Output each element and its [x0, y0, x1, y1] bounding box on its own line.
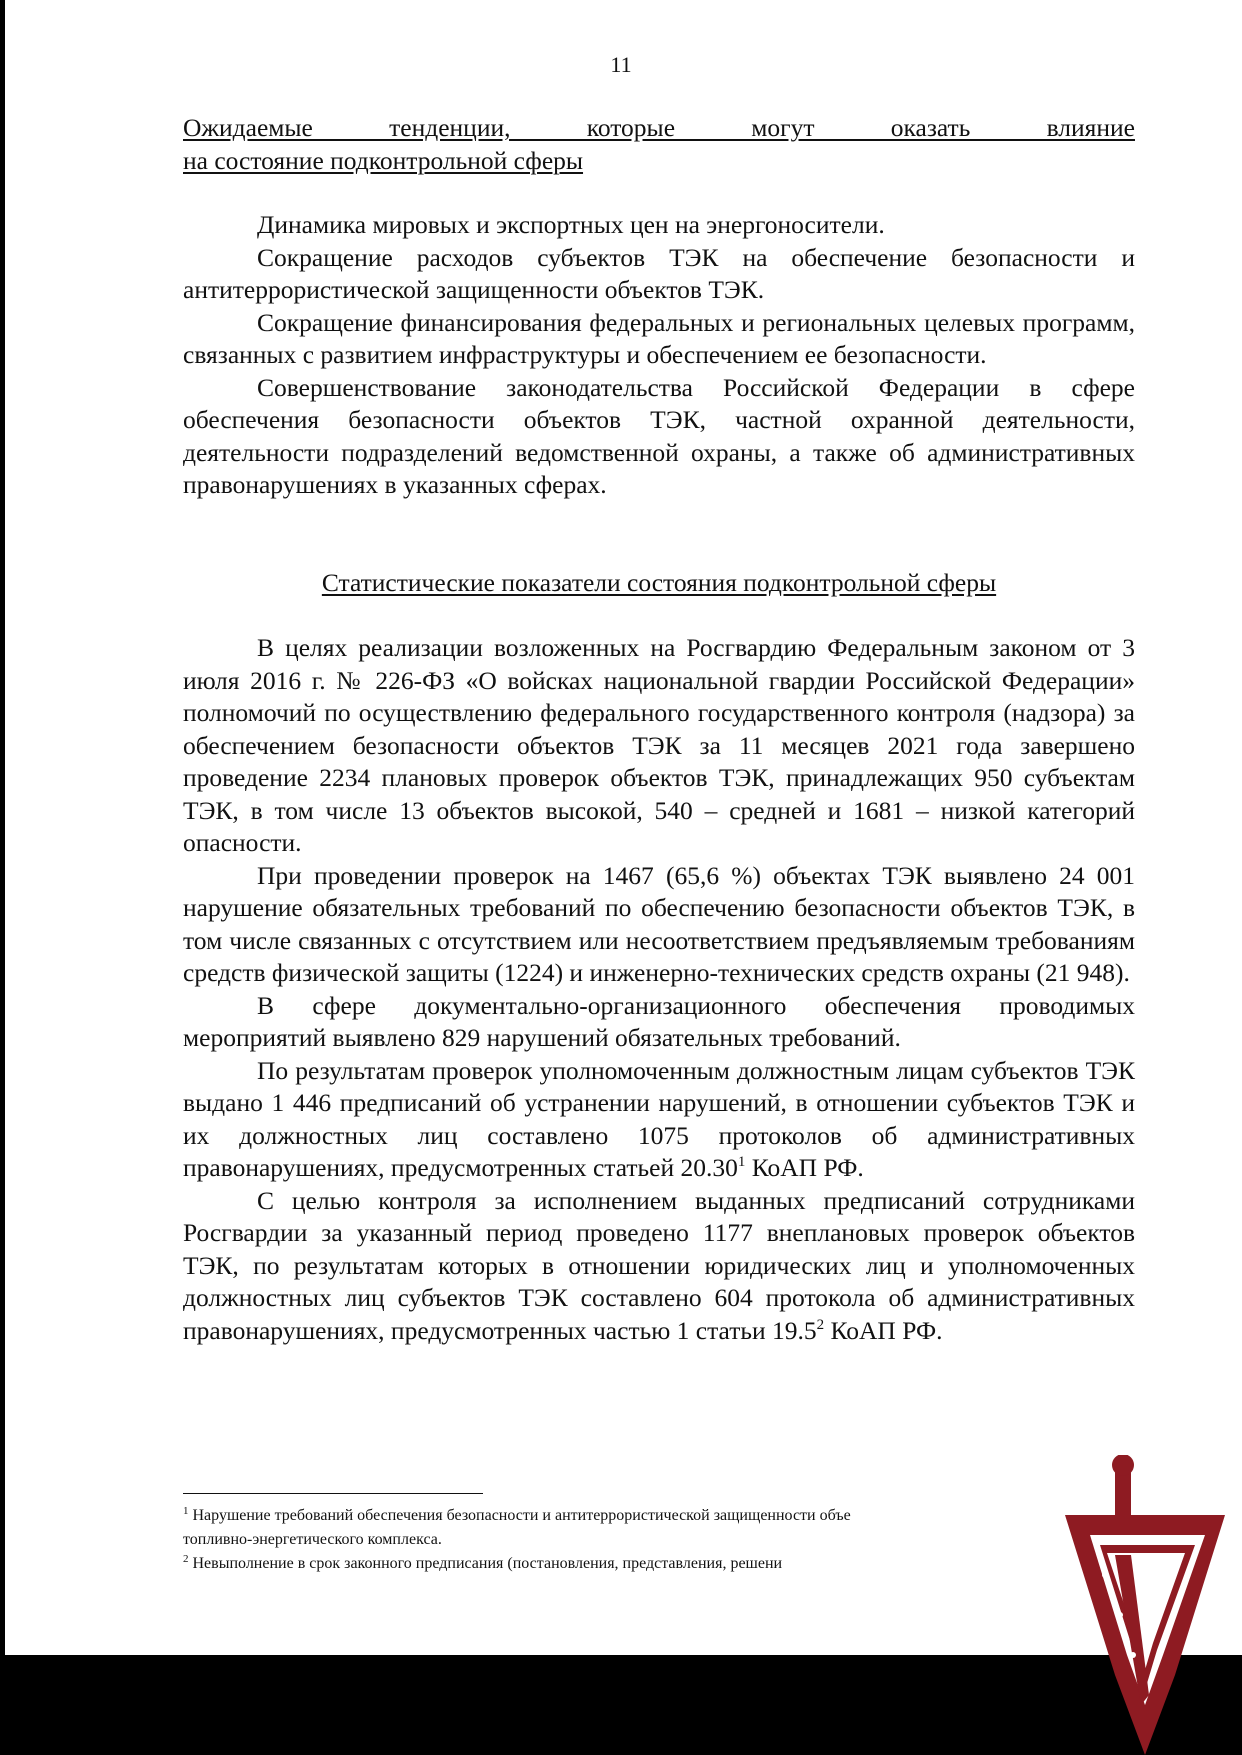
section1-heading-line1: Ожидаемые тенденции, которые могут оказать влияние — [183, 113, 1135, 142]
paragraph — [183, 1055, 1135, 1185]
footnote-mark: 1 — [183, 1505, 189, 1517]
paragraph-end: КоАП РФ. — [824, 1315, 943, 1345]
paragraph: Совершенствование законодательства Российской Федерации в сфере обеспечения безопасности объектов ТЭК, частной охранной деятельности, деятельности подразделений ведомственной охраны, а также об административных правонарушениях в указанных сферах. — [183, 372, 1135, 499]
footnote-1-cont: топливно-энергетического комплекса. — [183, 1531, 442, 1548]
footnote-ref: 1 — [737, 1154, 746, 1170]
footnote-ref: 2 — [816, 1316, 825, 1333]
paragraph: Динамика мировых и экспортных цен на энергоносители. — [257, 210, 885, 239]
section1-heading-line2: на состояние подконтрольной сферы — [183, 145, 584, 175]
section2-heading: Статистические показатели состояния подконтрольной сферы — [321, 568, 997, 597]
section1-heading — [183, 112, 1135, 177]
scan-edge — [0, 0, 5, 1655]
footnote-text: Невыполнение в срок законного предписания (постановления, представления, решени — [188, 1555, 783, 1572]
paragraph: Сокращение расходов субъектов ТЭК на обеспечение безопасности и антитеррористической защищенности объектов ТЭК. — [183, 242, 1135, 304]
section1-body — [183, 209, 1135, 502]
paragraph-end: КоАП РФ. — [745, 1153, 864, 1182]
paragraph: В целях реализации возложенных на Росгвардию Федеральным законом от 3 июля 2016 г. № 226-ФЗ «О войсках национальной гвардии Российской Федерации» полномочий по осуществлению федерального государственного контроля (надзора) за обеспечением безопасности объектов ТЭК за 11 месяцев 2021 года завершено проведение 2234 плановых проверок объектов ТЭК, принадлежащих 950 субъектам ТЭК, в том числе 13 объектов высокой, 540 – средней и 1681 – низкой категорий опасности. — [183, 633, 1135, 857]
page-number: 11 — [610, 52, 632, 77]
paragraph: Сокращение финансирования федеральных и региональных целевых программ, связанных с развитием инфраструктуры и обеспечением ее безопасности. — [183, 307, 1135, 369]
section2-heading-wrap — [183, 567, 1135, 600]
paragraph-text: С целью контроля за исполнением выданных предписаний сотрудниками Росгвардии за указанный период проведено 1177 внеплановых проверок объектов ТЭК, по результатам которых в отношении юридических лиц и уполномоченных должностных лиц субъектов ТЭК составлено 604 протокола об административных правонарушениях, предусмотренных частью 1 статьи 19.5 — [183, 1185, 1135, 1345]
footnote-2 — [183, 1552, 1113, 1576]
rosgvardia-emblem-icon — [1045, 1455, 1242, 1755]
footnote-separator — [183, 1493, 483, 1494]
footnote-text: Нарушение требований обеспечения безопасности и антитеррористической защищенности объе — [188, 1507, 851, 1524]
paragraph: При проведении проверок на 1467 (65,6 %) объектах ТЭК выявлено 24 001 нарушение обязательных требований по обеспечению безопасности объектов ТЭК, в том числе связанных с отсутствием или несоответствием предъявляемым требованиям средств физической защиты (1224) и инженерно-технических средств охраны (21 948). — [183, 860, 1135, 987]
footnote-1 — [183, 1504, 1113, 1528]
paragraph — [183, 1185, 1135, 1348]
section2-body — [183, 632, 1135, 1347]
footnote-mark: 2 — [183, 1553, 189, 1565]
paragraph-text: По результатам проверок уполномоченным должностным лицам субъектов ТЭК выдано 1 446 предписаний об устранении нарушений, в отношении субъектов ТЭК и их должностных лиц составлено 1075 протоколов об административных правонарушениях, предусмотренных статьей 20.30 — [183, 1055, 1135, 1182]
footnotes — [183, 1504, 1113, 1576]
paragraph: В сфере документально-организационного обеспечения проводимых мероприятий выявлено 829 нарушений обязательных требований. — [183, 990, 1135, 1052]
